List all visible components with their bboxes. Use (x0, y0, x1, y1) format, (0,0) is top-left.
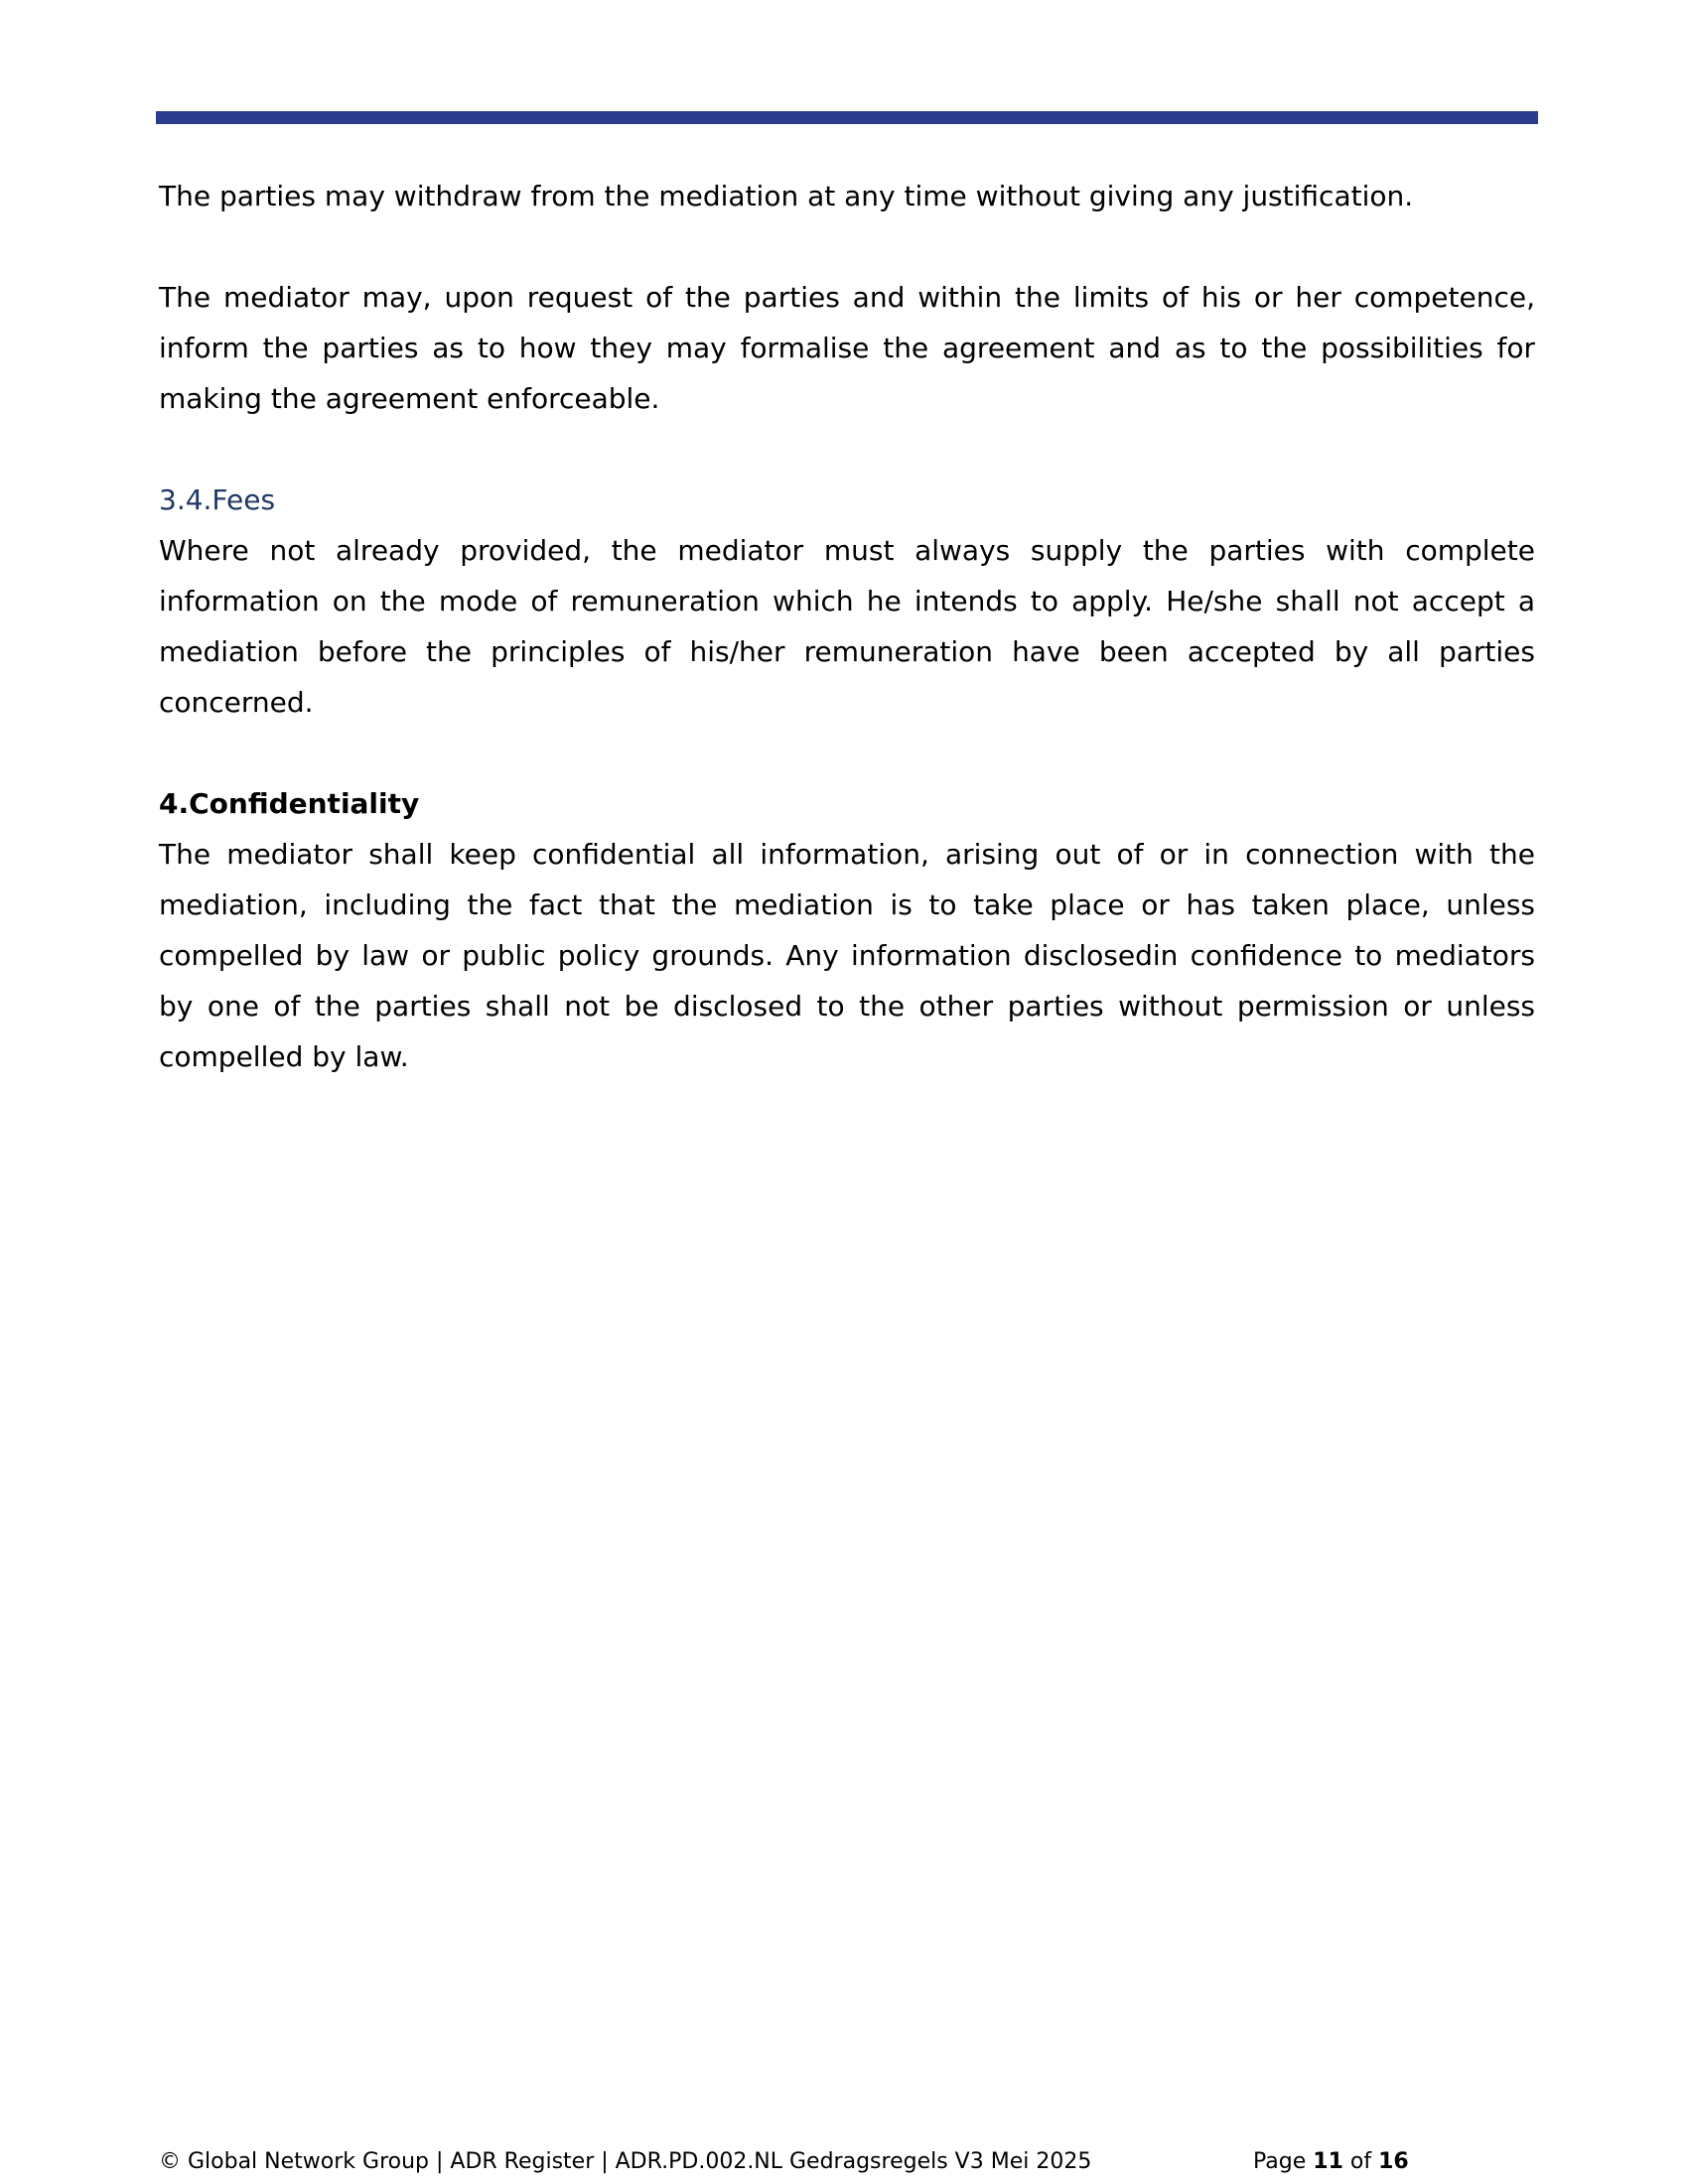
spacer (159, 728, 1535, 778)
page-total: 16 (1378, 2149, 1409, 2174)
page-current: 11 (1313, 2149, 1343, 2174)
paragraph-confidentiality: The mediator shall keep confidential all information, arising out of or in connection with the mediation, including the fact that the mediation is to take place or has taken place, unless compelled by law or public policy grounds. Any information disclosedin confidence to mediators by one of the parties shall not be disclosed to the other parties without permission or unless compelled by law. (159, 838, 1535, 1073)
page-label: Page (1253, 2149, 1307, 2174)
paragraph-mediator-inform: The mediator may, upon request of the parties and within the limits of his or her competence, inform the parties as to how they may formalise the agreement and as to the possibilities for making the agreement enforceable. (159, 281, 1535, 415)
header-rule (156, 111, 1538, 124)
section-heading-confidentiality: 4.Confidentiality (159, 787, 420, 820)
spacer (159, 221, 1535, 272)
paragraph-withdraw: The parties may withdraw from the mediation at any time without giving any justification. (159, 180, 1414, 212)
page-of: of (1349, 2149, 1372, 2174)
footer-copyright: © Global Network Group | ADR Register | ADR.PD.002.NL Gedragsregels V3 Mei 2025 (159, 2149, 1092, 2174)
footer-page-number (1253, 2147, 1409, 2177)
paragraph-fees: Where not already provided, the mediator must always supply the parties with complete information on the mode of remuneration which he intends to apply. He/she shall not accept a mediation before the principles of his/her remuneration have been accepted by all parties concerned. (159, 534, 1535, 719)
section-heading-fees: 3.4.Fees (159, 483, 276, 516)
document-body (159, 171, 1535, 1082)
spacer (159, 424, 1535, 475)
